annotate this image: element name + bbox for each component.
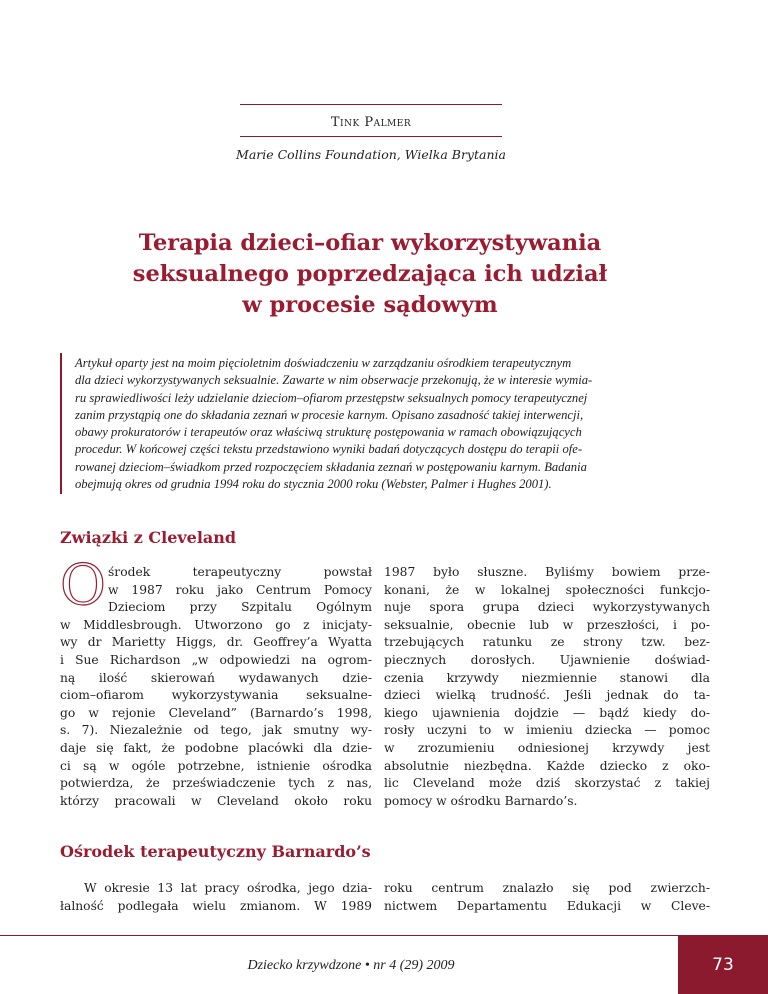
- text-line: nuje spora grupa dzieci wykorzystywanych: [384, 600, 710, 615]
- journal-footer: Dziecko krzywdzone • nr 4 (29) 2009: [247, 958, 455, 973]
- author-affiliation: Marie Collins Foundation, Wielka Brytania: [236, 147, 506, 162]
- section2-left-column: [60, 880, 372, 915]
- footer-rule: [0, 935, 768, 936]
- text-line: lic Cleveland może dziś skorzystać z takiej: [384, 776, 710, 791]
- text-line: ci są w ogóle potrzebne, istnienie ośrodka: [60, 758, 372, 773]
- page-number-box: [678, 936, 768, 994]
- text-line: konani, że w lokalnej społeczności funkcjo-: [384, 582, 710, 597]
- abstract-line: dla dzieci wykorzystywanych seksualnie. Zawarte w nim obserwacje przekonują, że w interesie wymia-: [75, 373, 593, 388]
- abstract-side-bar: [60, 353, 62, 494]
- text-line: w zrozumieniu odniesionej krzywdy jest: [384, 740, 710, 755]
- text-line: ną ilość skierowań wydawanych dzie-: [60, 670, 372, 685]
- text-line: nictwem Departamentu Edukacji w Cleve-: [384, 898, 710, 913]
- title-line: w procesie sądowym: [242, 292, 498, 318]
- text-line: potwierdza, że przeświadczenie tych z nas,: [60, 776, 372, 791]
- text-line: pomocy w ośrodku Barnardo’s.: [384, 793, 578, 808]
- text-line: wy dr Marietty Higgs, dr. Geoffrey’a Wyatta: [60, 635, 372, 650]
- abstract-line: procedur. W końcowej części tekstu przedstawiono wyniki badań dotyczących dostępu do terapii ofe-: [75, 442, 583, 457]
- text-line: 1987 było słuszne. Byliśmy bowiem prze-: [384, 565, 710, 579]
- abstract: [75, 355, 715, 493]
- text-line: absolutnie niezbędna. Każde dziecko z oko-: [384, 758, 710, 773]
- article-title: [90, 228, 650, 321]
- section-heading-barnardos: Ośrodek terapeutyczny Barnardo’s: [60, 842, 371, 861]
- text-line: czenia krzywdy niezmiennie stanowi dla: [384, 670, 710, 685]
- title-line: seksualnego poprzedzająca ich udział: [132, 261, 608, 287]
- text-line: seksualnie, obecnie lub w przeszłości, i po-: [384, 617, 710, 632]
- abstract-line: ru sprawiedliwości leży udzielanie dzieciom–ofiarom przestępstw seksualnych pomocy terapeutycznej: [75, 390, 588, 405]
- text-line: łalność podlegała wielu zmianom. W 1989: [60, 898, 372, 913]
- text-line: go w rejonie Cleveland” (Barnardo’s 1998,: [60, 705, 372, 720]
- abstract-line: zanim przystąpią one do składania zeznań w procesie karnym. Opisano zasadność takiej interwencji,: [75, 407, 584, 422]
- text-line: dzieci wielką trudność. Jeśli jednak do ta-: [384, 688, 710, 703]
- text-line: w 1987 roku jako Centrum Pomocy: [108, 582, 372, 597]
- author-name: Tink Palmer: [330, 115, 412, 130]
- section1-right-column: [384, 564, 710, 810]
- title-line: Terapia dzieci–ofiar wykorzystywania: [138, 230, 602, 256]
- text-line: s. 7). Niezależnie od tego, jak smutny wy-: [60, 723, 372, 738]
- section2-right-column: [384, 880, 710, 915]
- abstract-line: rowanej dzieciom–świadkom przed rozpoczęciem składania zeznań w postępowaniu karnym. Badania: [75, 459, 587, 474]
- text-line: W okresie 13 lat pracy ośrodka, jego dzia-: [84, 881, 372, 895]
- text-line: piecznych dorosłych. Ujawnienie doświad-: [384, 652, 710, 667]
- text-line: roku centrum znalazło się pod zwierzch-: [384, 881, 710, 895]
- text-line: Dzieciom przy Szpitalu Ogólnym: [108, 600, 372, 615]
- abstract-line: obejmują okres od grudnia 1994 roku do stycznia 2000 roku (Webster, Palmer i Hughes 2001).: [75, 477, 552, 492]
- text-line: i Sue Richardson „w odpowiedzi na ogrom-: [60, 652, 372, 667]
- section1-left-column: [60, 564, 372, 810]
- text-line: kiego ujawnienia dojdzie — bądź kiedy do-: [384, 705, 710, 720]
- abstract-line: Artykuł oparty jest na moim pięcioletnim doświadczeniu w zarządzaniu ośrodkiem terapeutycznym: [75, 356, 572, 370]
- author-bottom-rule: [240, 136, 502, 137]
- text-line: w Middlesbrough. Utworzono go z inicjaty-: [60, 617, 372, 632]
- text-line: rosły uczyni to w imieniu dziecka — pomoc: [384, 723, 710, 738]
- text-line: środek terapeutyczny powstał: [108, 565, 372, 579]
- text-line: daje się fakt, że podobne placówki dla dzie-: [60, 740, 372, 755]
- text-line: którzy pracowali w Cleveland około roku: [60, 793, 372, 808]
- page-number: 73: [712, 955, 734, 975]
- section-heading-cleveland: Związki z Cleveland: [60, 528, 237, 547]
- abstract-line: obawy prokuratorów i terapeutów oraz właściwą strukturę postępowania w ramach obowiązujących: [75, 425, 582, 440]
- text-line: ciom–ofiarom wykorzystywania seksualne-: [60, 688, 372, 703]
- text-line: trzebujących ratunku ze strony tzw. bez-: [384, 635, 710, 650]
- drop-cap: O: [60, 553, 106, 618]
- author-top-rule: [240, 104, 502, 105]
